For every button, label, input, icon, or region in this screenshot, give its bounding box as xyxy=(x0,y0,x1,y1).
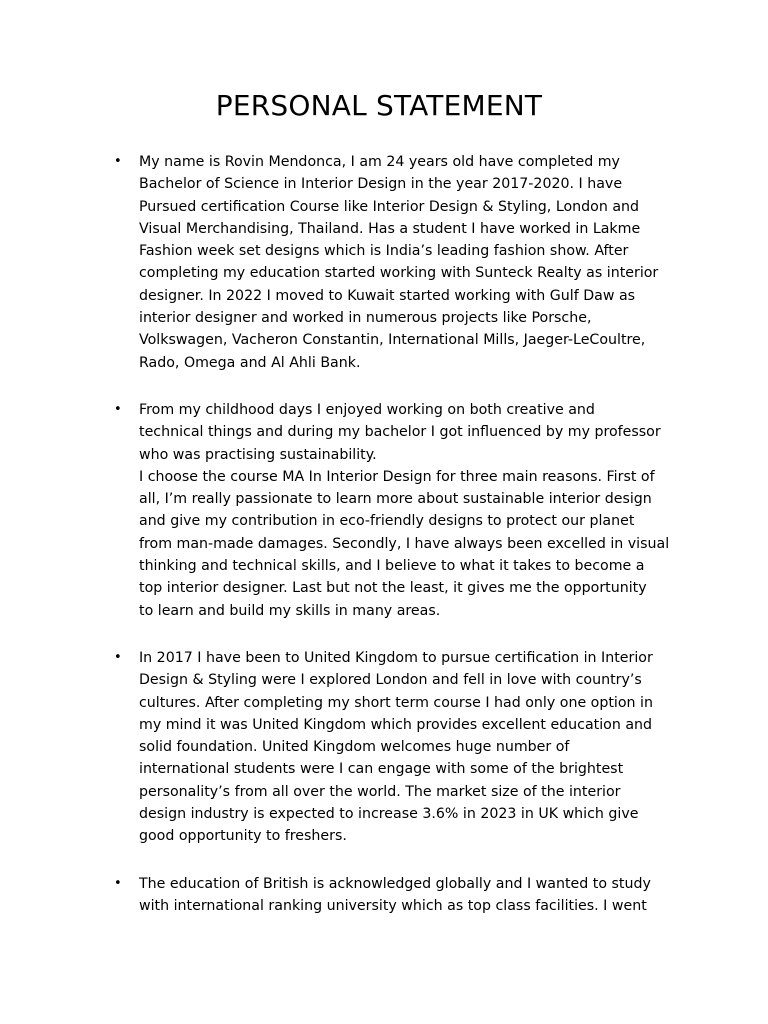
paragraph-line: Visual Merchandising, Thailand. Has a student I have worked in Lakme xyxy=(139,220,641,237)
paragraph-line: good opportunity to freshers. xyxy=(139,828,347,845)
paragraph-line: completing my education started working with Sunteck Realty as interior xyxy=(139,265,659,282)
paragraph-line: The education of British is acknowledged globally and I wanted to study xyxy=(139,876,651,892)
paragraph-line: Design & Styling were I explored London and fell in love with country’s xyxy=(139,672,642,689)
paragraph-line: My name is Rovin Mendonca, I am 24 years old have completed my xyxy=(139,154,620,170)
paragraph-line: Bachelor of Science in Interior Design in the year 2017-2020. I have xyxy=(139,176,623,193)
paragraph-line: to learn and build my skills in many areas. xyxy=(139,602,441,619)
paragraph-line: technical things and during my bachelor I got influenced by my professor xyxy=(139,424,661,441)
paragraph-text xyxy=(139,647,687,848)
paragraph-line: Volkswagen, Vacheron Constantin, International Mills, Jaeger-LeCoultre, xyxy=(139,332,646,349)
paragraph-line: solid foundation. United Kingdom welcomes huge number of xyxy=(139,739,570,756)
list-item xyxy=(114,399,687,622)
paragraph-line: thinking and technical skills, and I believe to what it takes to become a xyxy=(139,558,645,575)
paragraph-line: interior designer and worked in numerous projects like Porsche, xyxy=(139,310,592,327)
paragraph-line: In 2017 I have been to United Kingdom to pursue certification in Interior xyxy=(139,650,653,666)
paragraph-line: Fashion week set designs which is India’s leading fashion show. After xyxy=(139,243,629,260)
paragraph-line: From my childhood days I enjoyed working on both creative and xyxy=(139,402,595,418)
paragraph-line: with international ranking university which as top class facilities. I went xyxy=(139,898,647,915)
paragraph-line: design industry is expected to increase 3.6% in 2023 in UK which give xyxy=(139,806,639,823)
paragraph-line: who was practising sustainability. xyxy=(139,446,377,463)
paragraph-line: from man-made damages. Secondly, I have always been excelled in visual xyxy=(139,535,670,552)
list-item xyxy=(114,873,687,918)
paragraph-line: designer. In 2022 I moved to Kuwait started working with Gulf Daw as xyxy=(139,287,636,304)
paragraph-line: international students were I can engage with some of the brightest xyxy=(139,761,624,778)
paragraph-line: my mind it was United Kingdom which provides excellent education and xyxy=(139,716,653,733)
paragraph-text xyxy=(139,151,687,374)
list-item xyxy=(114,151,687,374)
paragraph-text xyxy=(139,873,687,918)
bullet-icon: • xyxy=(114,650,122,665)
bullet-icon: • xyxy=(114,154,122,169)
paragraph-line: personality’s from all over the world. The market size of the interior xyxy=(139,783,621,800)
paragraph-line: I choose the course MA In Interior Design for three main reasons. First of xyxy=(139,468,655,485)
bullet-icon: • xyxy=(114,876,122,891)
paragraph-line: top interior designer. Last but not the least, it gives me the opportunity xyxy=(139,580,647,597)
page-title: PERSONAL STATEMENT xyxy=(215,89,543,122)
paragraph-line: all, I’m really passionate to learn more about sustainable interior design xyxy=(139,491,652,508)
paragraph-line: Rado, Omega and Al Ahli Bank. xyxy=(139,354,361,371)
paragraph-line: cultures. After completing my short term course I had only one option in xyxy=(139,694,653,711)
paragraph-line: and give my contribution in eco-friendly designs to protect our planet xyxy=(139,513,635,530)
paragraph-line: Pursued certification Course like Interior Design & Styling, London and xyxy=(139,198,640,215)
bullet-icon: • xyxy=(114,402,122,417)
paragraph-text xyxy=(139,399,687,622)
list-item xyxy=(114,647,687,848)
